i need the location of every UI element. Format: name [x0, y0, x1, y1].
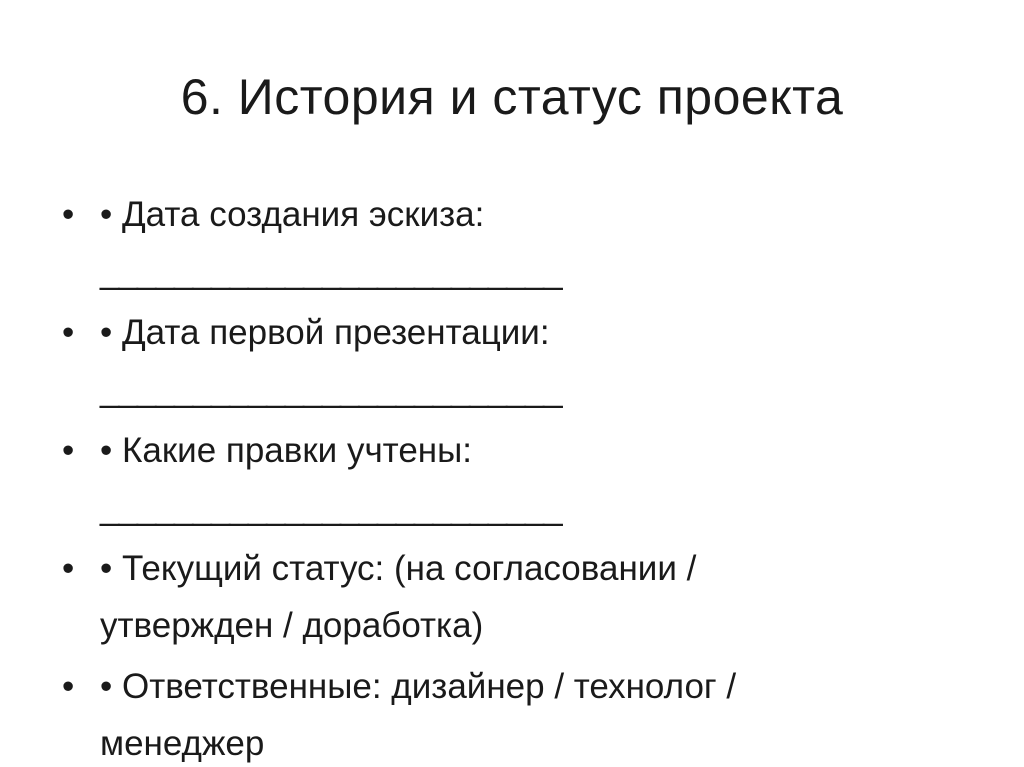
item-text: • Ответственные: дизайнер / технолог / [100, 667, 737, 706]
slide-title: 6. История и статус проекта [180, 69, 844, 125]
list-item-responsible [62, 658, 982, 767]
bullet-marker: • [62, 195, 75, 234]
list-item-current-status [62, 540, 982, 654]
blank-fill-line: _________________________ [100, 488, 562, 527]
item-text-continuation: утвержден / доработка) [100, 606, 484, 645]
list-item-sketch-date [62, 186, 982, 300]
item-text: • Какие правки учтены: [100, 431, 472, 470]
bullet-marker: • [62, 549, 75, 588]
blank-fill-line: _________________________ [100, 370, 562, 409]
list-item-applied-edits [62, 422, 982, 536]
bullet-marker: • [62, 667, 75, 706]
blank-fill-line: _________________________ [100, 252, 562, 291]
bullet-marker: • [62, 431, 75, 470]
item-text-continuation: менеджер [100, 724, 265, 763]
bullet-list [62, 186, 982, 767]
item-text: • Текущий статус: (на согласовании / [100, 549, 697, 588]
list-item-first-presentation-date [62, 304, 982, 418]
bullet-marker: • [62, 313, 75, 352]
item-text: • Дата создания эскиза: [100, 195, 485, 234]
item-text: • Дата первой презентации: [100, 313, 550, 352]
